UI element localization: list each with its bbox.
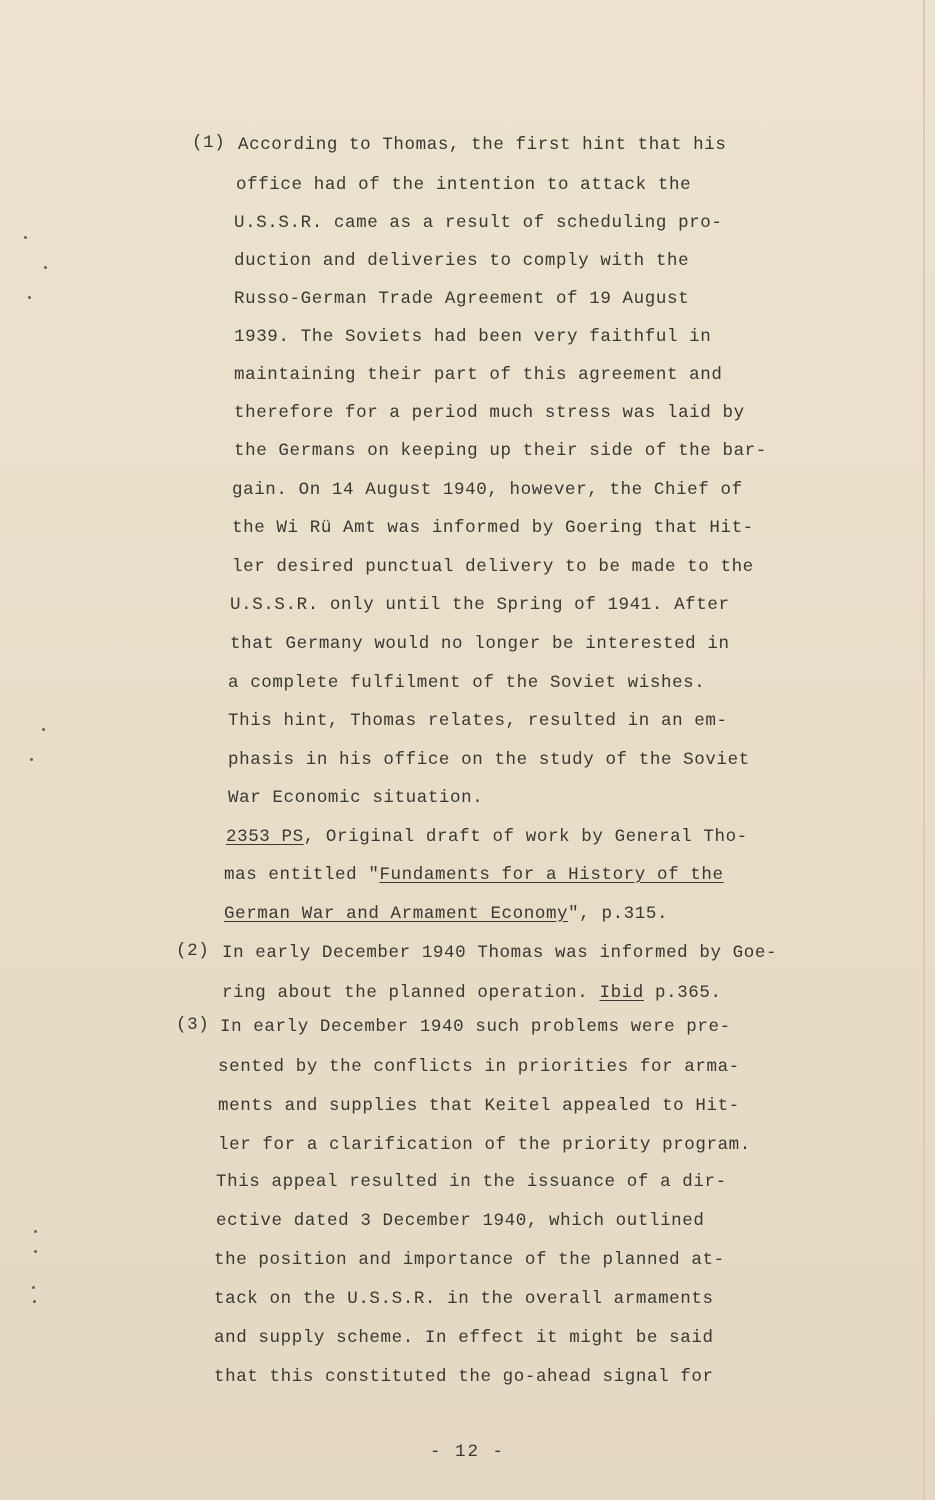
text-line: This hint, Thomas relates, resulted in an em- xyxy=(228,711,728,731)
text-line: War Economic situation. xyxy=(228,788,484,808)
footnote-number: (3) xyxy=(176,1015,210,1035)
text-line: a complete fulfilment of the Soviet wishes. xyxy=(228,673,706,693)
text-line: office had of the intention to attack the xyxy=(236,175,692,195)
margin-speck xyxy=(24,236,27,239)
text-line: sented by the conflicts in priorities for arma- xyxy=(218,1057,740,1077)
citation-line: German War and Armament Economy", p.315. xyxy=(224,904,669,924)
text-line: the Wi Rü Amt was informed by Goering that Hit- xyxy=(232,518,754,538)
margin-speck xyxy=(34,1250,37,1253)
margin-speck xyxy=(32,1286,35,1289)
document-reference: 2353 PS xyxy=(226,827,304,847)
text-line: According to Thomas, the first hint that his xyxy=(238,135,727,155)
text-line: In early December 1940 such problems were pre- xyxy=(220,1017,731,1037)
text-line: ments and supplies that Keitel appealed to Hit- xyxy=(218,1096,740,1116)
footnote-number: (2) xyxy=(176,941,210,961)
text-line: the Germans on keeping up their side of the bar- xyxy=(234,441,767,461)
text-line: 1939. The Soviets had been very faithful in xyxy=(234,327,712,347)
text-line: This appeal resulted in the issuance of a dir- xyxy=(216,1172,727,1192)
text-line: that this constituted the go-ahead signal for xyxy=(214,1367,714,1387)
text-line: duction and deliveries to comply with the xyxy=(234,251,690,271)
text-line: ring about the planned operation. Ibid p.365. xyxy=(222,983,722,1003)
footnote-number: (1) xyxy=(192,133,226,153)
text-line: the position and importance of the planned at- xyxy=(214,1250,725,1270)
text-line: that Germany would no longer be interested in xyxy=(230,634,730,654)
text-line: phasis in his office on the study of the Soviet xyxy=(228,750,750,770)
margin-speck xyxy=(30,758,33,761)
margin-speck xyxy=(34,1230,37,1233)
citation-title: Fundaments for a History of the xyxy=(379,865,724,885)
margin-speck xyxy=(33,1300,36,1303)
text-line: In early December 1940 Thomas was informed by Goe- xyxy=(222,943,778,963)
citation-line: 2353 PS, Original draft of work by General Tho- xyxy=(226,827,748,847)
text-line: ler for a clarification of the priority program. xyxy=(218,1135,751,1155)
text-line: U.S.S.R. came as a result of scheduling pro- xyxy=(234,213,723,233)
text-line: Russo-German Trade Agreement of 19 August xyxy=(234,289,690,309)
margin-speck xyxy=(28,296,31,299)
page-edge xyxy=(923,0,925,1500)
text-line: ler desired punctual delivery to be made to the xyxy=(232,557,754,577)
text-line: therefore for a period much stress was laid by xyxy=(234,403,745,423)
text-line: gain. On 14 August 1940, however, the Chief of xyxy=(232,480,743,500)
margin-speck xyxy=(44,266,47,269)
page-number: - 12 - xyxy=(429,1442,505,1462)
text-line: maintaining their part of this agreement and xyxy=(234,365,723,385)
citation-line: mas entitled "Fundaments for a History of the xyxy=(224,865,724,885)
text-line: and supply scheme. In effect it might be said xyxy=(214,1328,714,1348)
margin-speck xyxy=(42,728,45,731)
text-line: tack on the U.S.S.R. in the overall armaments xyxy=(214,1289,714,1309)
text-line: U.S.S.R. only until the Spring of 1941. After xyxy=(230,595,730,615)
citation-title: German War and Armament Economy xyxy=(224,904,569,924)
ibid-reference: Ibid xyxy=(599,983,644,1003)
text-line: ective dated 3 December 1940, which outlined xyxy=(216,1211,705,1231)
